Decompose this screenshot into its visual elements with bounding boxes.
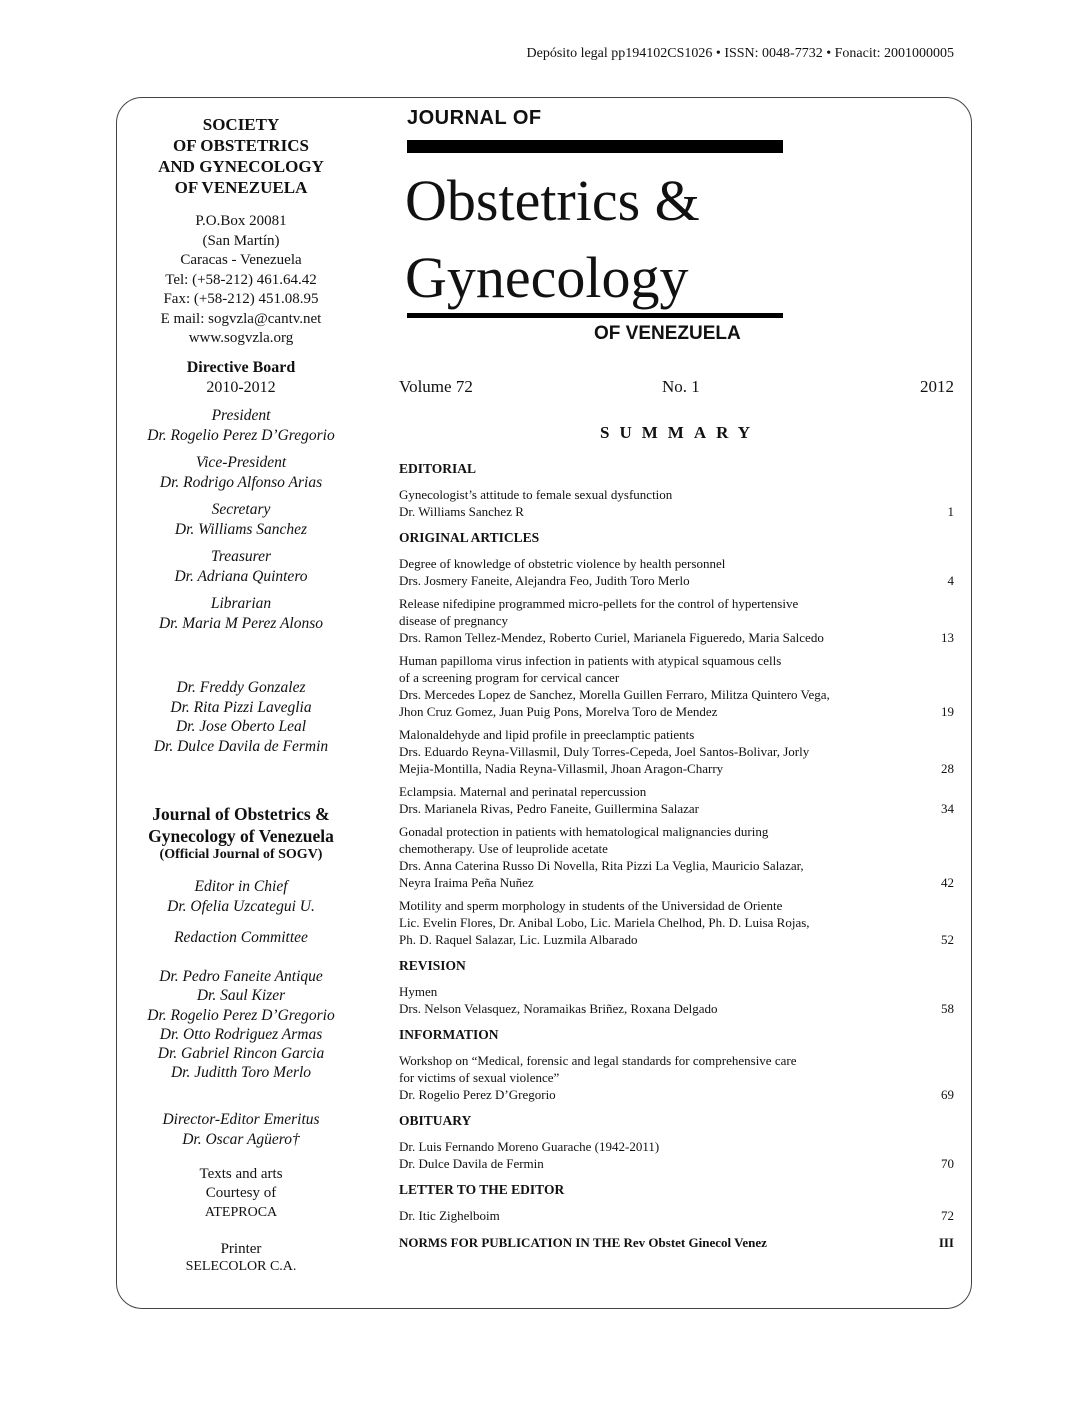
board-member: Dr. Freddy Gonzalez [176, 679, 306, 696]
toc-entry-authors: Neyra Iraima Peña Nuñez [399, 875, 534, 890]
board-years: 2010-2012 [206, 379, 276, 396]
toc-entry[interactable] [399, 726, 954, 777]
toc-section-heading: REVISION [399, 958, 466, 973]
toc-entry-line: Release nifedipine programmed micro-pellets for the control of hypertensive [399, 596, 799, 611]
toc-section-heading: LETTER TO THE EDITOR [399, 1182, 565, 1197]
toc-entry-authors: Jhon Cruz Gomez, Juan Puig Pons, Morelva Toro de Mendez [399, 704, 718, 719]
board-title: Directive Board [186, 359, 296, 376]
masthead-bar-bottom [407, 313, 783, 318]
toc-entry-line: for victims of sexual violence” [399, 1070, 560, 1085]
committee-member: Dr. Otto Rodriguez Armas [159, 1025, 323, 1043]
committee-member: Dr. Saul Kizer [196, 987, 286, 1005]
toc-entry[interactable] [399, 1138, 954, 1172]
toc-entry[interactable] [399, 595, 954, 646]
toc-page-number: 19 [941, 704, 954, 719]
toc-entry-line: Drs. Mercedes Lopez de Sanchez, Morella Guillen Ferraro, Militza Quintero Vega, [399, 687, 830, 702]
society-line: AND GYNECOLOGY [158, 157, 324, 176]
toc-page-number: III [938, 1235, 954, 1250]
toc-entry-authors: Dr. Rogelio Perez D’Gregorio [399, 1087, 556, 1102]
printer-block [120, 1240, 362, 1276]
society-address [120, 212, 362, 349]
board-member-name: Dr. Rogelio Perez D’Gregorio [147, 427, 335, 444]
board-member-name: Dr. Rodrigo Alfonso Arias [159, 474, 323, 491]
address-line: E mail: sogvzla@cantv.net [160, 310, 322, 327]
committee-title: Redaction Committee [174, 929, 308, 946]
toc-entry[interactable] [399, 652, 954, 720]
toc-entry-line: Gynecologist’s attitude to female sexual dysfunction [399, 487, 673, 502]
toc-page-number: 70 [941, 1156, 954, 1171]
masthead-of-venezuela: OF VENEZUELA [594, 323, 741, 344]
board-member: Dr. Dulce Davila de Fermin [153, 737, 329, 755]
board-role: Vice-President [195, 454, 287, 471]
toc-section-heading: EDITORIAL [399, 461, 477, 476]
society-name [120, 114, 362, 198]
address-line: (San Martín) [202, 232, 280, 249]
toc-entry[interactable] [399, 897, 954, 948]
toc-entry[interactable] [399, 555, 954, 589]
issue-year: 2012 [920, 377, 954, 396]
toc-entry-authors: Drs. Marianela Rivas, Pedro Faneite, Guillermina Salazar [399, 801, 699, 816]
toc-entry[interactable] [399, 823, 954, 891]
courtesy-block [120, 1165, 362, 1222]
address-line: www.sogvzla.org [188, 330, 294, 346]
toc-entry[interactable] [399, 486, 954, 520]
toc-entry-line: disease of pregnancy [399, 613, 509, 628]
toc-entry-authors: Drs. Ramon Tellez-Mendez, Roberto Curiel, Marianela Figueredo, Maria Salcedo [399, 630, 824, 645]
toc-page-number: 1 [947, 504, 954, 519]
committee-member: Dr. Pedro Faneite Antique [159, 968, 323, 985]
toc-page-number: 4 [947, 573, 954, 588]
toc-entry-authors: Dr. Itic Zighelboim [399, 1208, 500, 1223]
toc-entry-line: Human papilloma virus infection in patients with atypical squamous cells [399, 653, 782, 668]
board-role: Librarian [210, 595, 272, 612]
society-line: SOCIETY [202, 115, 280, 134]
board-member-name: Dr. Adriana Quintero [174, 568, 308, 585]
masthead-title-line2: Gynecology [405, 245, 689, 310]
toc-entry-line: Workshop on “Medical, forensic and legal standards for comprehensive care [399, 1053, 797, 1068]
address-line: Caracas - Venezuela [180, 252, 302, 268]
toc-page-number: 58 [941, 1001, 954, 1016]
toc-entry[interactable] [399, 983, 954, 1017]
board-member: Dr. Jose Oberto Leal [175, 718, 307, 735]
toc-entry-line: Malonaldehyde and lipid profile in preeclamptic patients [399, 727, 695, 742]
toc-section-heading: OBITUARY [399, 1113, 472, 1128]
toc-entry-line: Drs. Anna Caterina Russo Di Novella, Rita Pizzi La Veglia, Mauricio Salazar, [399, 858, 804, 873]
editor-block [120, 877, 362, 948]
printer-label: Printer [220, 1241, 262, 1257]
masthead-title-line1: Obstetrics & [405, 168, 700, 233]
address-line: Tel: (+58-212) 461.64.42 [165, 271, 317, 288]
courtesy-line: Texts and arts [199, 1166, 283, 1182]
address-line: P.O.Box 20081 [195, 213, 287, 229]
society-line: OF VENEZUELA [174, 178, 308, 197]
journal-subtitle: (Official Journal of SOGV) [159, 847, 323, 862]
editor-name: Dr. Ofelia Uzcategui U. [167, 898, 315, 915]
toc-entry-line: of a screening program for cervical cancer [399, 670, 620, 685]
toc-entry-line: Drs. Eduardo Reyna-Villasmil, Duly Torres-Cepeda, Joel Santos-Bolivar, Jorly [399, 744, 810, 759]
committee-member: Dr. Juditth Toro Merlo [170, 1064, 312, 1082]
toc-entry-line: Eclampsia. Maternal and perinatal repercussion [399, 784, 647, 799]
emeritus-block [120, 1110, 362, 1149]
table-of-contents [399, 460, 954, 1251]
editor-role: Editor in Chief [194, 878, 288, 895]
emeritus-role: Director-Editor Emeritus [162, 1111, 320, 1128]
courtesy-line: ATEPROCA [204, 1205, 278, 1220]
toc-entry-authors: Dr. Dulce Davila de Fermin [399, 1156, 544, 1171]
toc-entry-authors: Drs. Josmery Faneite, Alejandra Feo, Judith Toro Merlo [399, 573, 690, 588]
legal-deposit-line: Depósito legal pp194102CS1026 • ISSN: 0048-7732 • Fonacit: 2001000005 [526, 46, 954, 61]
toc-page-number: 72 [941, 1208, 954, 1223]
toc-entry-line: Lic. Evelin Flores, Dr. Anibal Lobo, Lic. Mariela Chelhod, Ph. D. Luisa Rojas, [399, 915, 810, 930]
redaction-committee [120, 967, 362, 1083]
toc-entry-authors: Ph. D. Raquel Salazar, Lic. Luzmila Albarado [399, 932, 638, 947]
toc-entry-line: chemotherapy. Use of leuprolide acetate [399, 841, 608, 856]
masthead-journal-of: JOURNAL OF [407, 107, 542, 129]
toc-section-heading: INFORMATION [399, 1027, 499, 1042]
board-roles [120, 406, 362, 634]
toc-entry-authors: Drs. Nelson Velasquez, Noramaikas Briñez, Roxana Delgado [399, 1001, 718, 1016]
address-line: Fax: (+58-212) 451.08.95 [163, 291, 319, 307]
journal-info [120, 803, 362, 863]
emeritus-name: Dr. Oscar Agüero† [182, 1130, 300, 1148]
printer-name: SELECOLOR C.A. [185, 1259, 297, 1274]
board-member-name: Dr. Williams Sanchez [174, 521, 308, 538]
board-role: Secretary [211, 501, 271, 518]
toc-entry-authors: Mejia-Montilla, Nadia Reyna-Villasmil, Jhoan Aragon-Charry [399, 761, 724, 776]
toc-page-number: 34 [941, 801, 954, 816]
board-role: Treasurer [210, 548, 271, 565]
toc-page-number: 42 [941, 875, 954, 890]
courtesy-line: Courtesy of [205, 1185, 277, 1201]
issue-volume: Volume 72 [399, 377, 473, 396]
toc-entry-line: Hymen [399, 984, 438, 999]
directive-board [120, 358, 362, 398]
issue-number: No. 1 [662, 377, 700, 396]
toc-entry-line: Degree of knowledge of obstetric violence by health personnel [399, 556, 726, 571]
committee-member: Dr. Rogelio Perez D’Gregorio [147, 1006, 335, 1024]
toc-entry-line: Gonadal protection in patients with hematological malignancies during [399, 824, 769, 839]
board-member-name: Dr. Maria M Perez Alonso [158, 615, 324, 632]
masthead-bar-top [407, 140, 783, 153]
board-members [120, 678, 362, 756]
board-role: President [211, 407, 271, 424]
toc-entry[interactable] [399, 783, 954, 817]
toc-entry-line: Motility and sperm morphology in students of the Universidad de Oriente [399, 898, 783, 913]
committee-member: Dr. Gabriel Rincon Garcia [157, 1045, 325, 1063]
toc-entry-authors: Dr. Williams Sanchez R [399, 504, 524, 519]
toc-page-number: 52 [941, 932, 954, 947]
journal-title-line: Journal of Obstetrics & [152, 804, 330, 824]
toc-norms-text: NORMS FOR PUBLICATION IN THE Rev Obstet Ginecol Venez [399, 1235, 767, 1250]
toc-page-number: 69 [941, 1087, 954, 1102]
journal-title-line: Gynecology of Venezuela [148, 826, 334, 846]
toc-norms-entry[interactable] [399, 1234, 954, 1251]
board-member: Dr. Rita Pizzi Laveglia [170, 698, 312, 716]
toc-section-heading: ORIGINAL ARTICLES [399, 530, 540, 545]
toc-entry[interactable] [399, 1052, 954, 1103]
toc-entry-line: Dr. Luis Fernando Moreno Guarache (1942-2011) [399, 1139, 660, 1154]
toc-page-number: 28 [941, 761, 954, 776]
toc-page-number: 13 [941, 630, 954, 645]
toc-entry[interactable] [399, 1207, 954, 1224]
summary-title: SUMMARY [600, 423, 761, 442]
society-line: OF OBSTETRICS [173, 136, 309, 155]
